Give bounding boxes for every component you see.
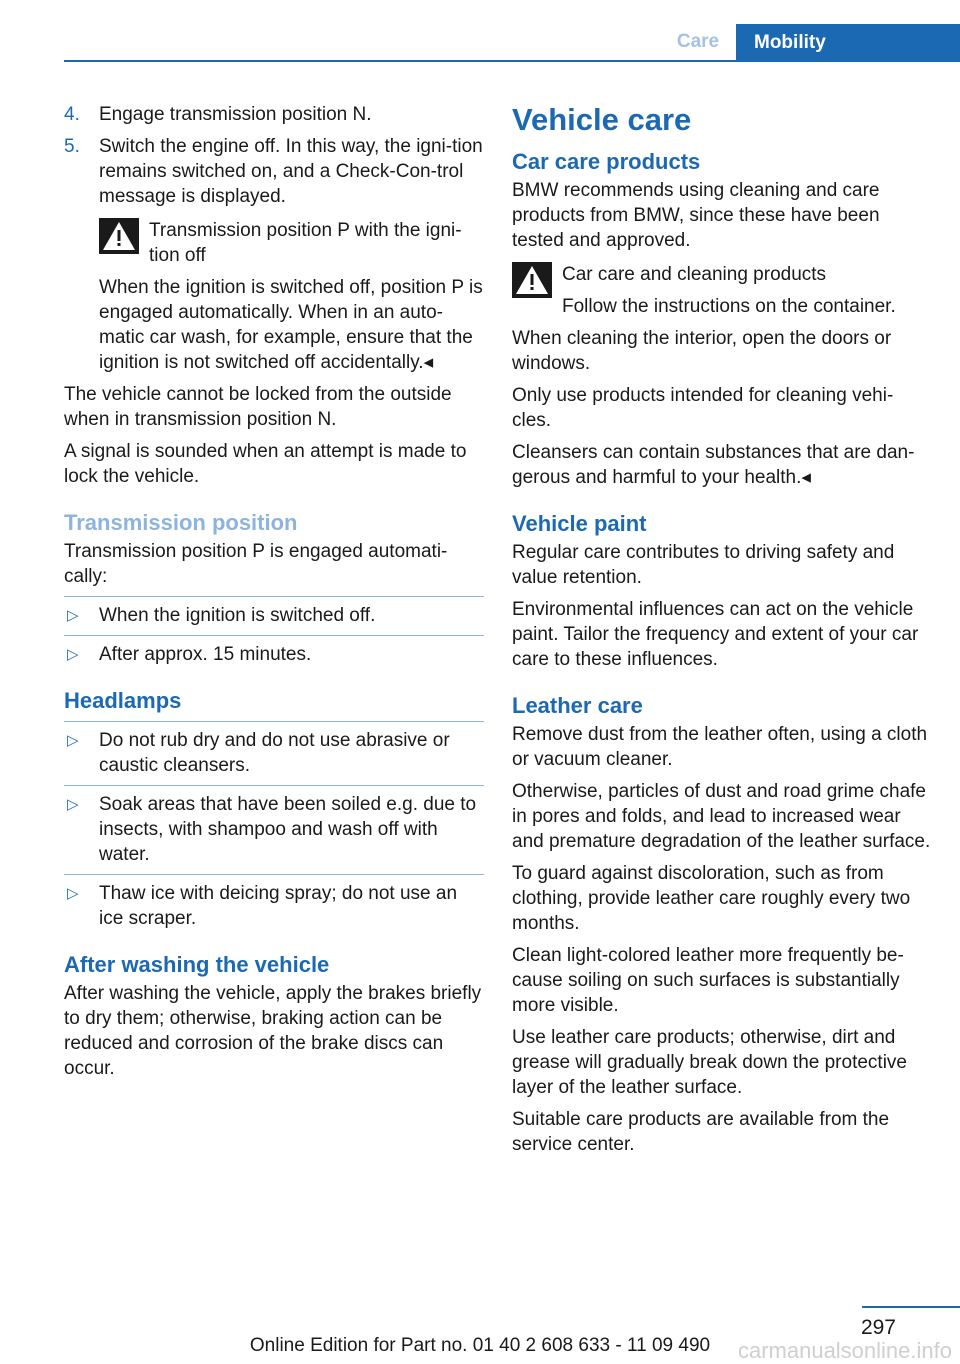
tab-mobility[interactable]: Mobility <box>736 24 960 62</box>
list-item: ▷ When the ignition is switched off. <box>67 605 376 626</box>
list-divider <box>64 874 484 875</box>
list-item: ▷ Soak areas that have been soiled e.g. due to insects, with shampoo and wash off with water. <box>67 794 477 865</box>
watermark: carmanualsonline.info <box>737 1338 952 1363</box>
paragraph: Only use products intended for cleaning vehi-cles. <box>512 385 894 431</box>
list-divider <box>64 785 484 786</box>
warning-title: Transmission position P with the igni-tion off <box>149 220 462 266</box>
paragraph: Remove dust from the leather often, using a cloth or vacuum cleaner. <box>512 724 928 770</box>
warning-title: Car care and cleaning products <box>562 264 827 285</box>
paragraph: When cleaning the interior, open the doors or windows. <box>512 328 892 374</box>
list-divider <box>64 596 484 597</box>
paragraph: Regular care contributes to driving safety and value retention. <box>512 542 895 588</box>
heading-leather-care: Leather care <box>512 693 643 718</box>
heading-vehicle-care: Vehicle care <box>512 102 692 137</box>
warning-body: Follow the instructions on the container. <box>562 296 896 317</box>
triangle-bullet-icon: ▷ <box>67 607 79 624</box>
left-column <box>64 102 484 1088</box>
step-4 <box>64 102 484 127</box>
list-item: ▷ Thaw ice with deicing spray; do not use an ice scraper. <box>67 883 458 929</box>
paragraph: Clean light-colored leather more frequently be-cause soiling on such surfaces is substantially more visible. <box>512 945 904 1016</box>
heading-car-care-products: Car care products <box>512 149 701 174</box>
warning-triangle-icon <box>512 262 552 298</box>
warning-body: When the ignition is switched off, position P is engaged automatically. When in an auto-matic car wash, for example, ensure that the ignition is not switched off accidentally.◂ <box>99 277 483 373</box>
tab-care[interactable]: Care <box>660 24 736 60</box>
triangle-bullet-icon: ▷ <box>67 646 79 663</box>
paragraph: A signal is sounded when an attempt is made to lock the vehicle. <box>64 441 467 487</box>
paragraph: Cleansers can contain substances that are dan-gerous and harmful to your health.◂ <box>512 442 915 488</box>
heading-vehicle-paint: Vehicle paint <box>512 511 647 536</box>
triangle-bullet-icon: ▷ <box>67 885 79 902</box>
step-number: 5. <box>64 136 80 157</box>
edition-footer: Online Edition for Part no. 01 40 2 608 633 - 11 09 490 <box>249 1335 711 1356</box>
step-number: 4. <box>64 104 80 125</box>
warning-note <box>512 262 932 319</box>
list-item: ▷ After approx. 15 minutes. <box>67 644 312 665</box>
paragraph: Otherwise, particles of dust and road grime chafe in pores and folds, and lead to increased wear and premature degradation of the leather surface. <box>512 781 931 852</box>
paragraph: BMW recommends using cleaning and care products from BMW, since these have been tested and approved. <box>512 180 880 251</box>
step-5 <box>64 134 484 209</box>
paragraph: To guard against discoloration, such as from clothing, provide leather care roughly every two months. <box>512 863 911 934</box>
list-divider <box>64 635 484 636</box>
step-text: Engage transmission position N. <box>99 104 372 125</box>
paragraph: Environmental influences can act on the vehicle paint. Tailor the frequency and extent of your car care to these influences. <box>512 599 919 670</box>
triangle-bullet-icon: ▷ <box>67 796 79 813</box>
paragraph: The vehicle cannot be locked from the outside when in transmission position N. <box>64 384 452 430</box>
paragraph: Suitable care products are available from the service center. <box>512 1109 890 1155</box>
right-column <box>512 102 932 1164</box>
step-text: Switch the engine off. In this way, the igni-tion remains switched on, and a Check-Con-trol message is displayed. <box>99 136 483 207</box>
warning-triangle-icon <box>99 218 139 254</box>
warning-block <box>64 218 484 375</box>
list-divider <box>64 721 484 722</box>
paragraph: After washing the vehicle, apply the brakes briefly to dry them; otherwise, braking action can be reduced and corrosion of the brake discs can occur. <box>64 983 482 1079</box>
list-item: ▷ Do not rub dry and do not use abrasive or caustic cleansers. <box>67 730 450 776</box>
paragraph: Use leather care products; otherwise, dirt and grease will gradually break down the protective layer of the leather surface. <box>512 1027 907 1098</box>
triangle-bullet-icon: ▷ <box>67 732 79 749</box>
warning-note <box>99 218 484 268</box>
page-number-rule <box>862 1306 960 1308</box>
heading-after-washing: After washing the vehicle <box>64 952 330 977</box>
page-number: 297 <box>860 1316 896 1339</box>
heading-transmission-position: Transmission position <box>64 510 298 535</box>
heading-headlamps: Headlamps <box>64 688 182 713</box>
paragraph: Transmission position P is engaged automati-cally: <box>64 541 448 587</box>
